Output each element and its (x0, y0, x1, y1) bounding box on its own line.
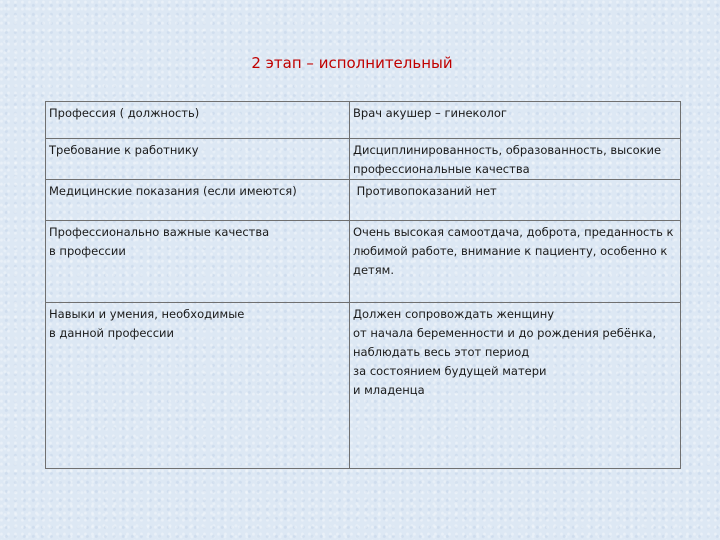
value-cell (350, 139, 681, 180)
value-text: Врач акушер – гинеколог (353, 106, 507, 120)
label-cell (46, 102, 350, 139)
label-cell (46, 221, 350, 303)
value-cell (350, 180, 681, 221)
label-cell (46, 303, 350, 469)
label-text: в данной профессии (49, 326, 174, 340)
value-text: Дисциплинированность, образованность, высокие (353, 143, 662, 157)
value-cell (350, 102, 681, 139)
value-cell (350, 303, 681, 469)
value-text: Должен сопровождать женщину (353, 307, 555, 321)
table-row (46, 221, 681, 303)
table-row (46, 303, 681, 469)
value-text: Противопоказаний нет (353, 184, 497, 198)
value-text: любимой работе, внимание к пациенту, особенно к (353, 244, 668, 258)
label-text: Профессия ( должность) (49, 106, 200, 120)
table-row (46, 139, 681, 180)
value-text: от начала беременности и до рождения ребёнка, (353, 326, 657, 340)
table-row (46, 180, 681, 221)
value-text: Очень высокая самоотдача, доброта, преданность к (353, 225, 674, 239)
label-text: Навыки и умения, необходимые (49, 307, 245, 321)
label-cell (46, 180, 350, 221)
value-text: профессиональные качества (353, 162, 530, 176)
value-text: и младенца (353, 383, 425, 397)
label-text: Требование к работнику (49, 143, 199, 157)
label-text: Медицинские показания (если имеются) (49, 184, 297, 198)
value-text: за состоянием будущей матери (353, 364, 547, 378)
slide-title: 2 этап – исполнительный (251, 54, 453, 72)
label-text: Профессионально важные качества (49, 225, 270, 239)
profession-table (45, 101, 681, 469)
label-cell (46, 139, 350, 180)
value-text: детям. (353, 263, 394, 277)
table-row (46, 102, 681, 139)
label-text: в профессии (49, 244, 126, 258)
value-text: наблюдать весь этот период (353, 345, 530, 359)
value-cell (350, 221, 681, 303)
